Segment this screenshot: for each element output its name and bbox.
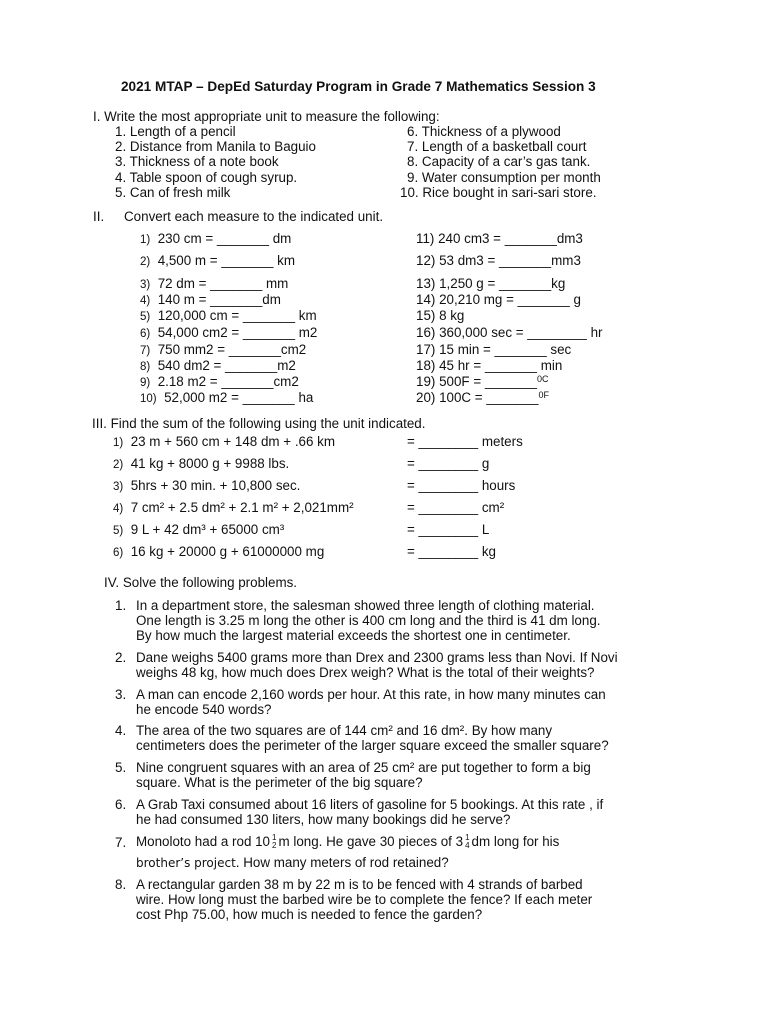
list-item: 2) 41 kg + 8000 g + 9988 lbs. xyxy=(113,456,290,471)
list-item: 13) 1,250 g = _______kg xyxy=(416,276,566,291)
problem-line: wire. How long must the barbed wire be to complete the fence? If each meter xyxy=(136,892,593,907)
list-item: 2) 4,500 m = _______ km xyxy=(140,253,296,268)
problem-number: 1. xyxy=(115,598,127,613)
problem-line: cost Php 75.00, how much is needed to fence the garden? xyxy=(136,907,483,922)
problem-line: A man can encode 2,160 words per hour. At this rate, in how many minutes can xyxy=(136,687,606,702)
list-item: 17) 15 min = _______ sec xyxy=(416,342,572,357)
list-item: 18) 45 hr = _______ min xyxy=(416,358,563,373)
list-item: 10) 52,000 m2 = _______ ha xyxy=(140,390,314,405)
answer-blank: = ________ hours xyxy=(407,478,516,493)
problem-number: 6. xyxy=(115,797,127,812)
part1-heading: I. Write the most appropriate unit to measure the following: xyxy=(93,109,440,124)
part3-heading: III. Find the sum of the following using the unit indicated. xyxy=(92,416,426,431)
problem-number: 5. xyxy=(115,760,127,775)
problem-line: Dane weighs 5400 grams more than Drex and 2300 grams less than Novi. If Novi xyxy=(136,650,618,665)
list-item: 4) 7 cm² + 2.5 dm² + 2.1 m² + 2,021mm² xyxy=(113,500,354,515)
page-title: 2021 MTAP – DepEd Saturday Program in Grade 7 Mathematics Session 3 xyxy=(121,79,596,94)
problem-line: Monoloto had a rod 10 1 2 m long. He gave 30 pieces of 3 1 4 dm long for his xyxy=(136,833,560,851)
part2-label: II. xyxy=(93,209,105,224)
problem-line: brother’s project. How many meters of rod retained? xyxy=(136,855,449,870)
part2-heading: Convert each measure to the indicated unit. xyxy=(124,209,384,224)
answer-blank: = ________ meters xyxy=(407,434,523,449)
list-item: 14) 20,210 mg = _______ g xyxy=(416,292,581,307)
answer-blank: = ________ L xyxy=(407,522,490,537)
list-item: 8. Capacity of a car’s gas tank. xyxy=(407,154,591,169)
list-item: 9. Water consumption per month xyxy=(407,170,601,185)
answer-blank: = ________ kg xyxy=(407,544,496,559)
list-item: 1) 230 cm = _______ dm xyxy=(140,231,292,246)
list-item: 8) 540 dm2 = _______m2 xyxy=(140,358,296,373)
list-item: 3) 72 dm = _______ mm xyxy=(140,276,289,291)
list-item: 5) 9 L + 42 dm³ + 65000 cm³ xyxy=(113,522,285,537)
list-item: 4. Table spoon of cough syrup. xyxy=(115,170,298,185)
problem-line: A Grab Taxi consumed about 16 liters of gasoline for 5 bookings. At this rate , if xyxy=(136,797,604,812)
list-item: 6) 16 kg + 20000 g + 61000000 mg xyxy=(113,544,325,559)
fraction-one-half: 1 2 xyxy=(272,833,277,851)
list-item: 3. Thickness of a note book xyxy=(115,154,279,169)
list-item: 4) 140 m = _______dm xyxy=(140,292,281,307)
problem-line: he encode 540 words? xyxy=(136,702,272,717)
list-item: 5) 120,000 cm = _______ km xyxy=(140,308,317,323)
list-item: 11) 240 cm3 = _______dm3 xyxy=(416,231,583,246)
problem-line: he had consumed 130 liters, how many bookings did he serve? xyxy=(136,812,511,827)
fraction-one-fourth: 1 4 xyxy=(465,833,470,851)
problem-line: The area of the two squares are of 144 cm² and 16 dm². By how many xyxy=(136,723,553,738)
problem-line: centimeters does the perimeter of the larger square exceed the smaller square? xyxy=(136,738,609,753)
list-item: 6. Thickness of a plywood xyxy=(407,124,561,139)
problem-number: 2. xyxy=(115,650,127,665)
list-item: 9) 2.18 m2 = _______cm2 xyxy=(140,374,299,389)
problem-number: 4. xyxy=(115,723,127,738)
list-item: 3) 5hrs + 30 min. + 10,800 sec. xyxy=(113,478,301,493)
problem-line: A rectangular garden 38 m by 22 m is to be fenced with 4 strands of barbed xyxy=(136,877,583,892)
list-item: 12) 53 dm3 = _______mm3 xyxy=(416,253,581,268)
list-item: 16) 360,000 sec = ________ hr xyxy=(416,325,603,340)
part4-heading: IV. Solve the following problems. xyxy=(104,575,298,590)
problem-line: weighs 48 kg, how much does Drex weigh? What is the total of their weights? xyxy=(136,665,595,680)
list-item: 6) 54,000 cm2 = _______ m2 xyxy=(140,325,318,340)
problem-line: In a department store, the salesman showed three length of clothing material. xyxy=(136,598,595,613)
list-item: 2. Distance from Manila to Baguio xyxy=(115,139,316,154)
problem-number: 7. xyxy=(115,835,127,850)
list-item: 7. Length of a basketball court xyxy=(407,139,587,154)
list-item: 19) 500F = _______$^{0C}$ xyxy=(416,374,549,389)
problem-line: By how much the largest material exceeds the shortest one in centimeter. xyxy=(136,628,571,643)
list-item: 10. Rice bought in sari-sari store. xyxy=(400,185,597,200)
answer-blank: = ________ g xyxy=(407,456,490,471)
problem-line: Nine congruent squares with an area of 25 cm² are put together to form a big xyxy=(136,760,591,775)
problem-line: One length is 3.25 m long the other is 400 cm long and the third is 41 dm long. xyxy=(136,613,601,628)
list-item: 1) 23 m + 560 cm + 148 dm + .66 km xyxy=(113,434,335,449)
list-item: 15) 8 kg xyxy=(416,308,465,323)
problem-line: square. What is the perimeter of the big square? xyxy=(136,775,423,790)
list-item: 7) 750 mm2 = _______cm2 xyxy=(140,342,307,357)
list-item: 1. Length of a pencil xyxy=(115,124,236,139)
problem-number: 3. xyxy=(115,687,127,702)
answer-blank: = ________ cm² xyxy=(407,500,505,515)
problem-number: 8. xyxy=(115,877,127,892)
list-item: 20) 100C = _______$^{0F}$ xyxy=(416,390,549,405)
list-item: 5. Can of fresh milk xyxy=(115,185,231,200)
